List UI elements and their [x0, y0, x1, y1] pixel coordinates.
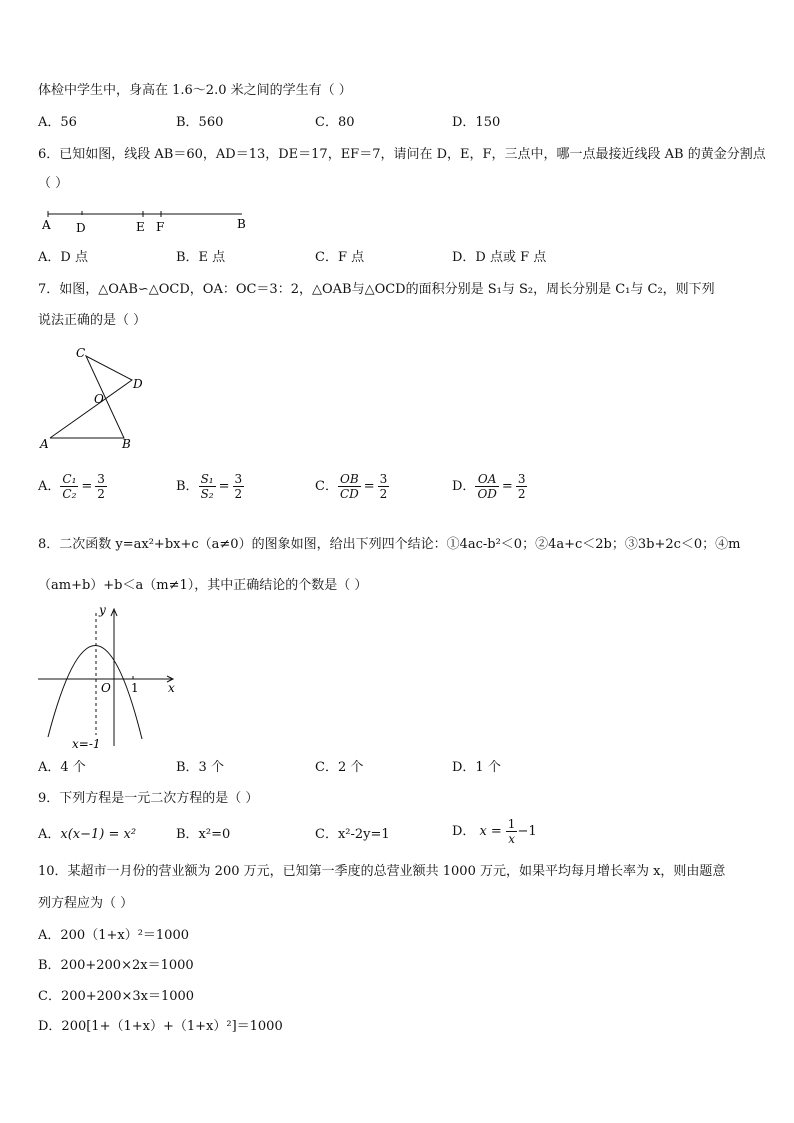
- q7-option-c-letter: C．: [315, 478, 338, 494]
- q7-label-o: O: [94, 392, 104, 406]
- q7-stem-cont: 说法正确的是（ ）: [38, 313, 147, 328]
- q9-stem: 9．下列方程是一元二次方程的是（ ）: [38, 791, 259, 806]
- q8-label-y: y: [99, 603, 106, 617]
- q7-triangle-figure: [38, 342, 158, 454]
- q7-a-rhs-num: 3: [97, 472, 105, 486]
- q10-option-d: D．200[1+（1+x）+（1+x）²]＝1000: [38, 1019, 283, 1034]
- q7-label-d: D: [133, 377, 143, 391]
- q7-option-d: D． $\frac{OA}{OD}$ = $\frac{3}{2}$: [452, 472, 526, 501]
- q7-a-num: C₁: [62, 472, 77, 486]
- q7-option-a: A． $\frac{\text{C₁}}{\text{C₂}}$ = $\frac{3}{2}$: [38, 472, 105, 501]
- q7-option-b: B． $\frac{\text{S₁}}{\text{S₂}}$ = $\frac{3}{2}$: [176, 472, 243, 501]
- q7-d-rhs-num: 3: [517, 472, 526, 486]
- q7-option-d-letter: D．: [452, 478, 476, 494]
- q7-d-num: OA: [475, 472, 498, 487]
- q6-label-a: A: [42, 218, 51, 232]
- q7-a-den: C₂: [62, 487, 77, 501]
- q8-label-x: x: [168, 681, 175, 695]
- q6-label-e: E: [136, 220, 145, 234]
- q8-option-b: B．3 个: [176, 760, 224, 775]
- q7-label-a: A: [40, 437, 49, 451]
- q8-label-1: 1: [131, 681, 139, 695]
- q10-option-c: C．200+200×3x＝1000: [38, 989, 195, 1004]
- q9-option-a: [38, 826, 136, 844]
- q9-d-den: x: [508, 832, 515, 846]
- q7-option-c: C． $\frac{OB}{CD}$ = $\frac{3}{2}$: [315, 472, 388, 501]
- q8-label-axis: x=-1: [72, 737, 101, 751]
- q6-stem-cont: （ ）: [38, 176, 69, 191]
- q7-label-c: C: [76, 346, 86, 360]
- q8-option-d: D．1 个: [452, 760, 501, 775]
- q7-c-num: OB: [338, 472, 361, 487]
- q6-label-d: D: [76, 221, 86, 234]
- q9-option-c: C．x²-2y=1: [315, 827, 390, 842]
- q7-stem: 7．如图，△OAB∽△OCD，OA：OC＝3：2，△OAB与△OCD的面积分别是 S₁与 S₂，周长分别是 C₁与 C₂，则下列: [38, 282, 715, 297]
- q6-option-c: C．F 点: [315, 250, 365, 265]
- q7-c-rhs-num: 3: [379, 472, 388, 486]
- q6-option-b: B．E 点: [176, 250, 226, 265]
- q9-option-a-letter: A．: [38, 827, 61, 842]
- q8-parabola-figure: [36, 603, 186, 751]
- q7-c-den: CD: [339, 487, 359, 501]
- q7-b-rhs-num: 3: [234, 472, 243, 486]
- q6-segment-figure: [38, 204, 258, 234]
- q8-stem-cont: （am+b）+b＜a（m≠1），其中正确结论的个数是（ ）: [38, 578, 368, 593]
- q5-option-d: D．150: [452, 115, 501, 130]
- q8-label-o: O: [101, 681, 111, 695]
- q9-option-b: B．x²=0: [176, 827, 231, 842]
- q8-option-a: A．4 个: [38, 760, 86, 775]
- q7-b-num: S₁: [200, 472, 214, 486]
- q5-option-a: A．56: [38, 115, 77, 130]
- q8-stem: 8．二次函数 y=ax²+bx+c（a≠0）的图象如图，给出下列四个结论：①4ac-b²＜0；②4a+c＜2b；③3b+2c＜0；④m: [38, 537, 741, 552]
- q9-option-d-tail: −1: [517, 823, 537, 839]
- q7-option-b-letter: B．: [176, 478, 199, 494]
- q8-option-c: C．2 个: [315, 760, 364, 775]
- q7-option-a-letter: A．: [38, 478, 61, 494]
- q10-option-a: A．200（1+x）²＝1000: [38, 928, 189, 943]
- q6-option-d: D．D 点或 F 点: [452, 250, 547, 265]
- q6-label-b: B: [237, 217, 246, 231]
- q6-label-f: F: [156, 220, 165, 234]
- q5-option-c: C．80: [315, 115, 355, 130]
- q5-option-b: B．560: [176, 115, 224, 130]
- q9-option-a-expr: x(x−1) = x²: [60, 827, 137, 842]
- q9-d-num: 1: [507, 817, 516, 831]
- q7-d-rhs-den: 2: [517, 487, 526, 501]
- q7-a-rhs-den: 2: [97, 487, 105, 501]
- q6-stem: 6．已知如图，线段 AB＝60，AD＝13，DE＝17，EF＝7，请问在 D，E，F，三点中，哪一点最接近线段 AB 的黄金分割点: [38, 147, 766, 162]
- q9-option-d-letter: D．: [452, 823, 476, 839]
- q10-stem-cont: 列方程应为（ ）: [38, 896, 134, 911]
- q7-c-rhs-den: 2: [379, 487, 388, 501]
- q9-option-d: [452, 817, 537, 846]
- q7-d-den: OD: [477, 487, 497, 501]
- q6-option-a: A．D 点: [38, 250, 88, 265]
- q7-label-b: B: [122, 437, 131, 451]
- q10-stem: 10．某超市一月份的营业额为 200 万元，已知第一季度的总营业额共 1000 万元，如果平均每月增长率为 x，则由题意: [38, 864, 726, 879]
- q5-stem: 体检中学生中，身高在 1.6～2.0 米之间的学生有（ ）: [38, 83, 352, 98]
- q7-b-den: S₂: [200, 487, 214, 501]
- q9-option-d-lhs: x =: [479, 823, 502, 839]
- q7-b-rhs-den: 2: [234, 487, 243, 501]
- q10-option-b: B．200+200×2x＝1000: [38, 958, 194, 973]
